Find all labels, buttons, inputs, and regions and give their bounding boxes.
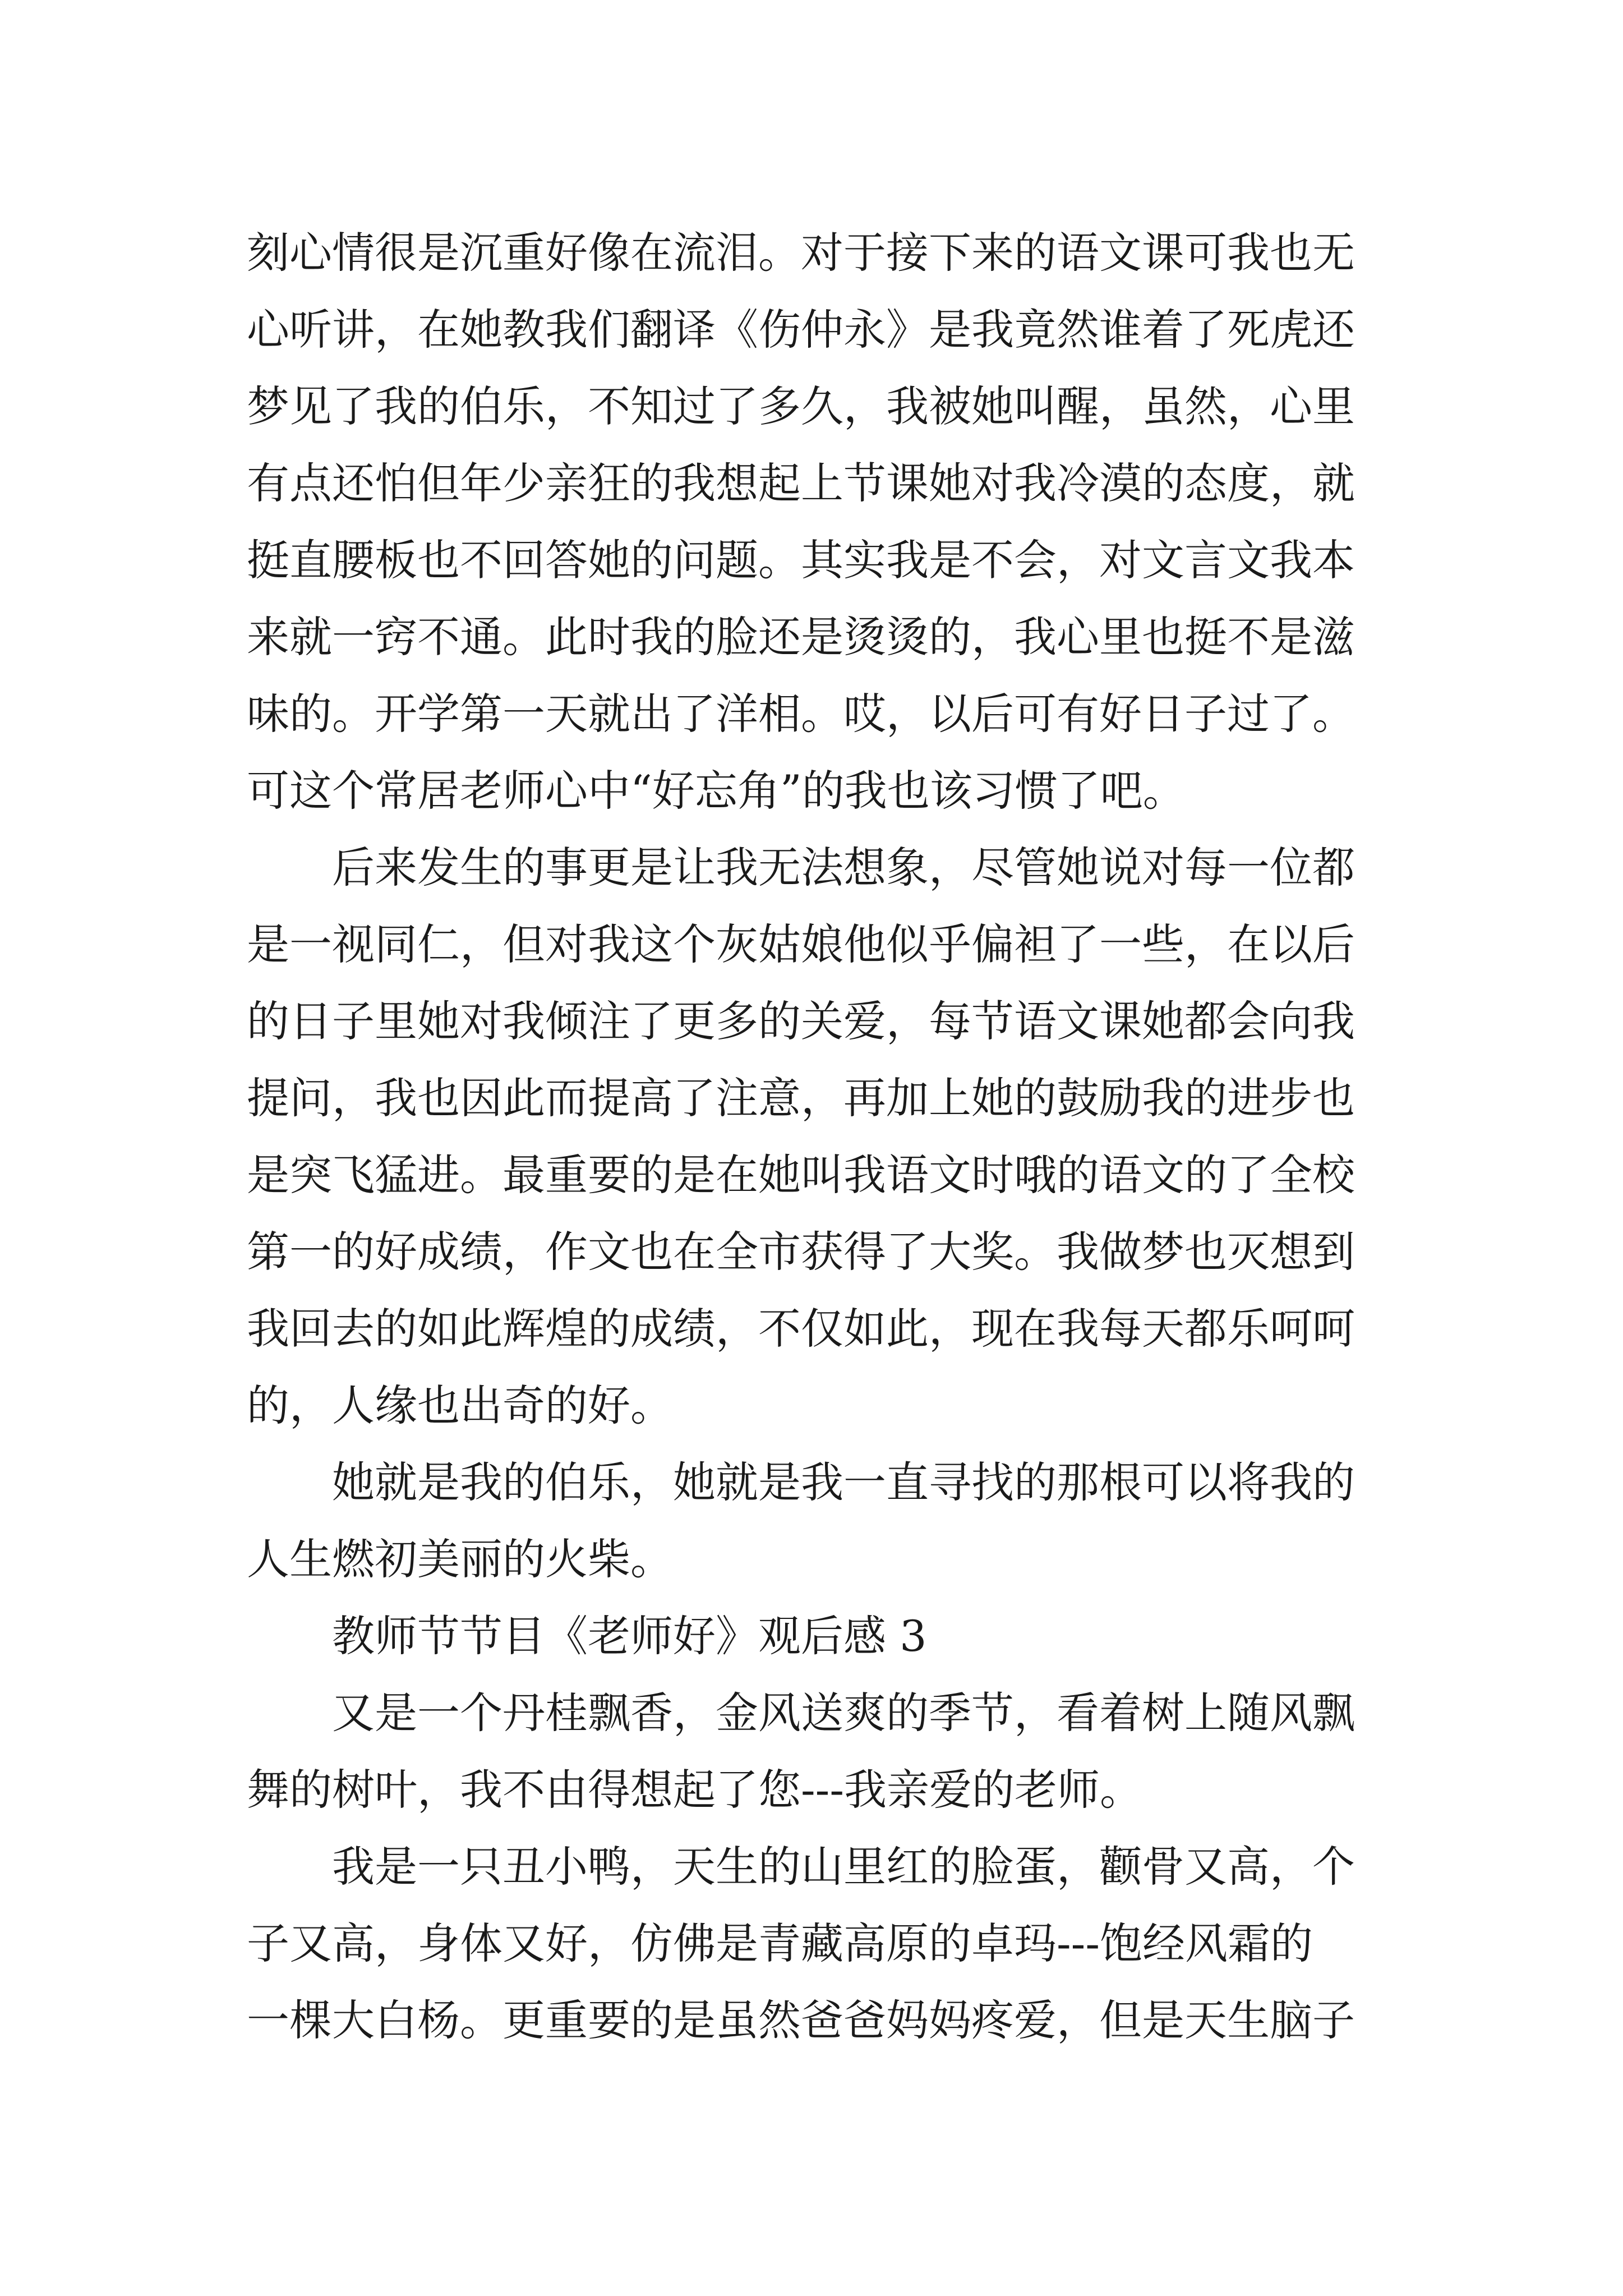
- text-line: 心听讲，在她教我们翻译《伤仲永》是我竟然谁着了死虎还: [247, 305, 1355, 355]
- text-line: 的，人缘也出奇的好。: [247, 1381, 673, 1430]
- text-line: 子又高，身体又好，仿佛是青藏高原的卓玛---饱经风霜的: [247, 1918, 1313, 1968]
- text-line: 的日子里她对我倾注了更多的关爱，每节语文课她都会向我: [247, 996, 1355, 1046]
- paragraph-start-line: 后来发生的事更是让我无法想象，尽管她说对每一位都: [332, 843, 1355, 892]
- text-line: 味的。开学第一天就出了洋相。哎，以后可有好日子过了。: [247, 689, 1355, 739]
- document-body: [247, 214, 1385, 2059]
- text-line: 人生燃初美丽的火柴。: [247, 1534, 673, 1584]
- paragraph-start-line: 我是一只丑小鸭，天生的山里红的脸蛋，颧骨又高，个: [332, 1842, 1355, 1892]
- text-line: 第一的好成绩，作文也在全市获得了大奖。我做梦也灭想到: [247, 1227, 1355, 1277]
- text-line: 我回去的如此辉煌的成绩，不仅如此，现在我每天都乐呵呵: [247, 1304, 1355, 1354]
- text-line: 舞的树叶，我不由得想起了您---我亲爱的老师。: [247, 1765, 1143, 1815]
- text-line: 提问，我也因此而提高了注意，再加上她的鼓励我的进步也: [247, 1073, 1355, 1123]
- text-line: 梦见了我的伯乐，不知过了多久，我被她叫醒，虽然，心里: [247, 381, 1355, 431]
- text-line: 有点还怕但年少亲狂的我想起上节课她对我冷漠的态度，就: [247, 458, 1355, 508]
- paragraph-start-line: 又是一个丹桂飘香，金风送爽的季节，看着树上随风飘: [332, 1688, 1355, 1738]
- text-line: 挺直腰板也不回答她的问题。其实我是不会，对文言文我本: [247, 535, 1355, 585]
- text-line: 刻心情很是沉重好像在流泪。对于接下来的语文课可我也无: [247, 228, 1355, 278]
- section-heading: 教师节节目《老师好》观后感 3: [332, 1611, 927, 1661]
- text-line: 可这个常居老师心中“好忘角”的我也该习惯了吧。: [247, 766, 1186, 816]
- paragraph-start-line: 她就是我的伯乐，她就是我一直寻找的那根可以将我的: [332, 1457, 1355, 1507]
- text-line: 是一视同仁，但对我这个灰姑娘他似乎偏袒了一些，在以后: [247, 919, 1355, 969]
- text-line: 来就一窍不通。此时我的脸还是烫烫的，我心里也挺不是滋: [247, 612, 1355, 662]
- text-line: 是突飞猛进。最重要的是在她叫我语文时哦的语文的了全校: [247, 1150, 1355, 1200]
- text-line: 一棵大白杨。更重要的是虽然爸爸妈妈疼爱，但是天生脑子: [247, 1995, 1355, 2045]
